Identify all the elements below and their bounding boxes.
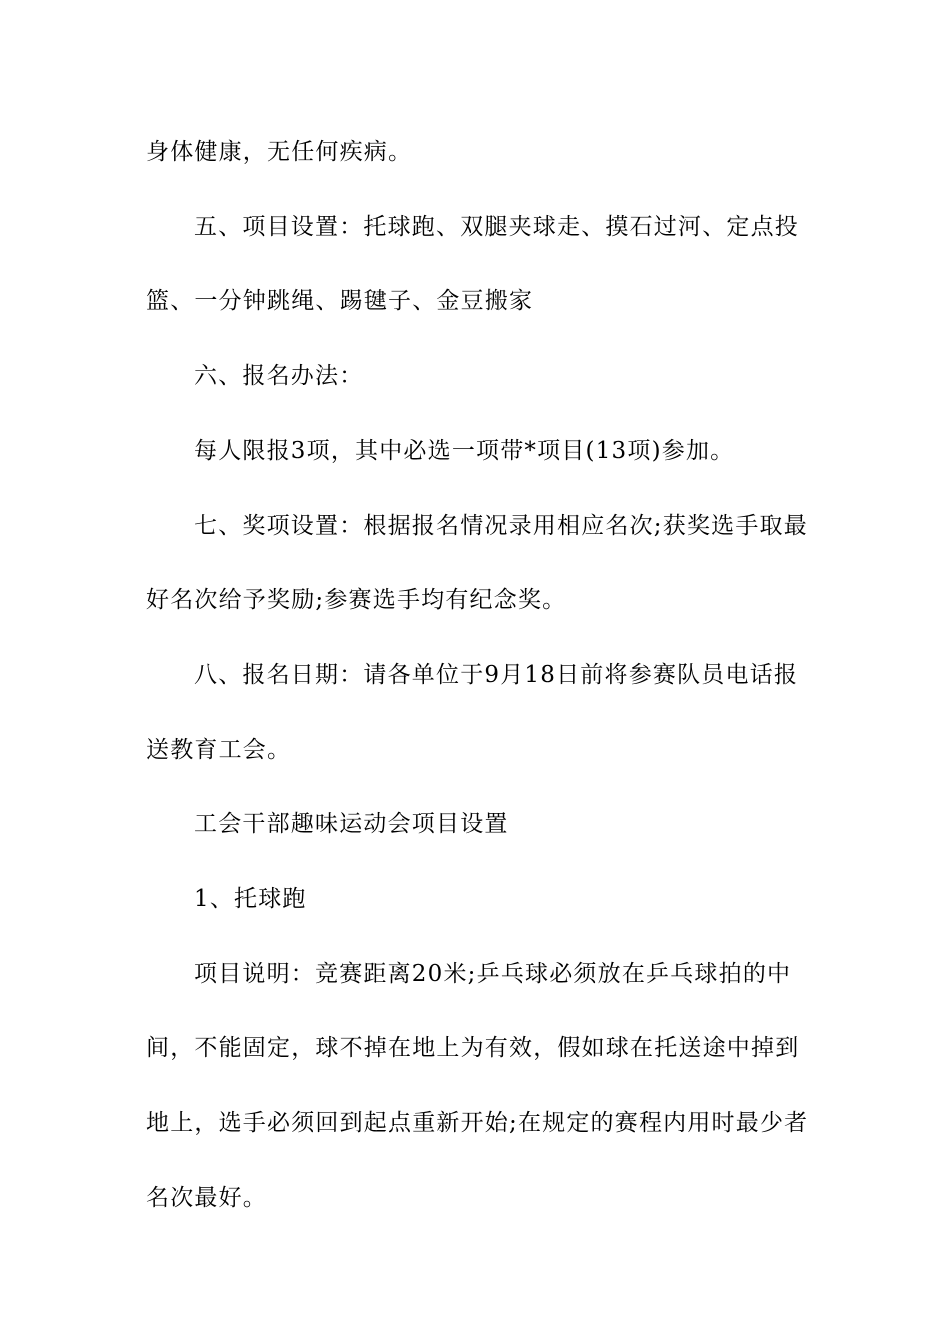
paragraph-registration-heading: 六、报名办法：: [194, 363, 364, 390]
document-body: [146, 115, 810, 1236]
section-title: 工会干部趣味运动会项目设置: [194, 811, 509, 838]
item-heading: 1、托球跑: [194, 886, 307, 913]
paragraph-event-settings: 五、项目设置：托球跑、双腿夹球走、摸石过河、定点投篮、一分钟跳绳、踢毽子、金豆搬家: [146, 213, 799, 315]
paragraph-item-description: 项目说明：竞赛距离20米;乒乓球必须放在乒乓球拍的中间，不能固定，球不掉在地上为有效，假如球在托送途中掉到地上，选手必须回到起点重新开始;在规定的赛程内用时最少者名次最好。: [146, 960, 809, 1211]
paragraph-registration-date: 八、报名日期：请各单位于9月18日前将参赛队员电话报送教育工会。: [146, 661, 799, 763]
paragraph-registration-rule: 每人限报3项，其中必选一项带*项目(13项)参加。: [194, 437, 735, 464]
paragraph-health: 身体健康，无任何疾病。: [146, 139, 413, 165]
paragraph-awards: 七、奖项设置：根据报名情况录用相应名次;获奖选手取最好名次给予奖励;参赛选手均有纪念奖。: [146, 512, 808, 614]
